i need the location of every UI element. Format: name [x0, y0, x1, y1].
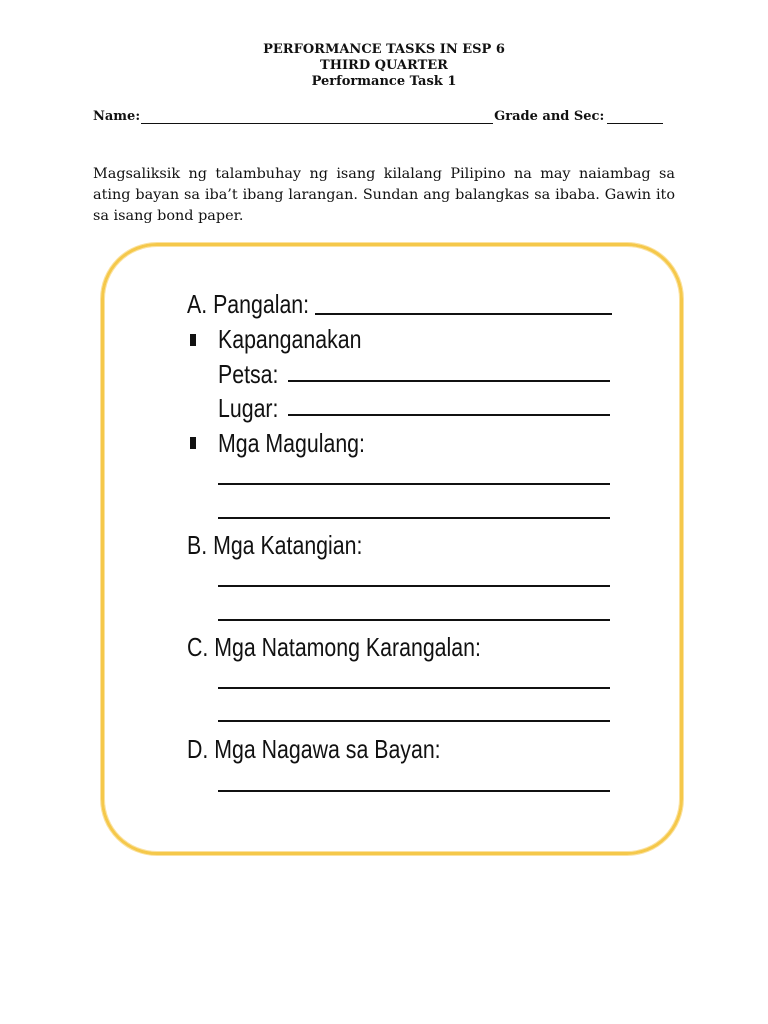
karangalan-line-1[interactable]	[218, 687, 610, 689]
katangian-line-2[interactable]	[218, 619, 610, 621]
karangalan-line-2[interactable]	[218, 720, 610, 722]
karangalan-label: C. Mga Natamong Karangalan:	[187, 632, 481, 662]
pangalan-line[interactable]	[315, 313, 612, 315]
name-grade-row	[93, 109, 673, 124]
bullet-icon	[190, 334, 196, 346]
grade-section-label: Grade and Sec:	[494, 109, 605, 124]
document-title: PERFORMANCE TASKS IN ESP 6	[263, 42, 505, 57]
instructions-paragraph: Magsaliksik ng talambuhay ng isang kilalang Pilipino na may naiambag sa ating bayan sa iba’t ibang larangan. Sundan ang balangkas sa ibaba. Gawin ito sa isang bond paper.	[93, 166, 675, 224]
pangalan-label: A. Pangalan:	[187, 289, 310, 319]
name-blank[interactable]	[141, 111, 493, 124]
lugar-line[interactable]	[288, 414, 610, 416]
quarter-label: THIRD QUARTER	[320, 58, 448, 73]
bullet-icon	[190, 437, 196, 449]
kapanganakan-label: Kapanganakan	[218, 324, 362, 354]
magulang-line-1[interactable]	[218, 483, 610, 485]
nagawa-line[interactable]	[218, 790, 610, 792]
magulang-label: Mga Magulang:	[218, 428, 365, 458]
grade-section-blank[interactable]	[607, 111, 663, 124]
name-label: Name:	[93, 109, 141, 124]
document-header	[0, 42, 768, 90]
katangian-label: B. Mga Katangian:	[187, 530, 363, 560]
magulang-line-2[interactable]	[218, 517, 610, 519]
petsa-label: Petsa:	[218, 359, 279, 389]
nagawa-label: D. Mga Nagawa sa Bayan:	[187, 734, 441, 764]
petsa-line[interactable]	[288, 380, 610, 382]
lugar-label: Lugar:	[218, 393, 279, 423]
task-label: Performance Task 1	[311, 74, 457, 89]
katangian-line-1[interactable]	[218, 585, 610, 587]
